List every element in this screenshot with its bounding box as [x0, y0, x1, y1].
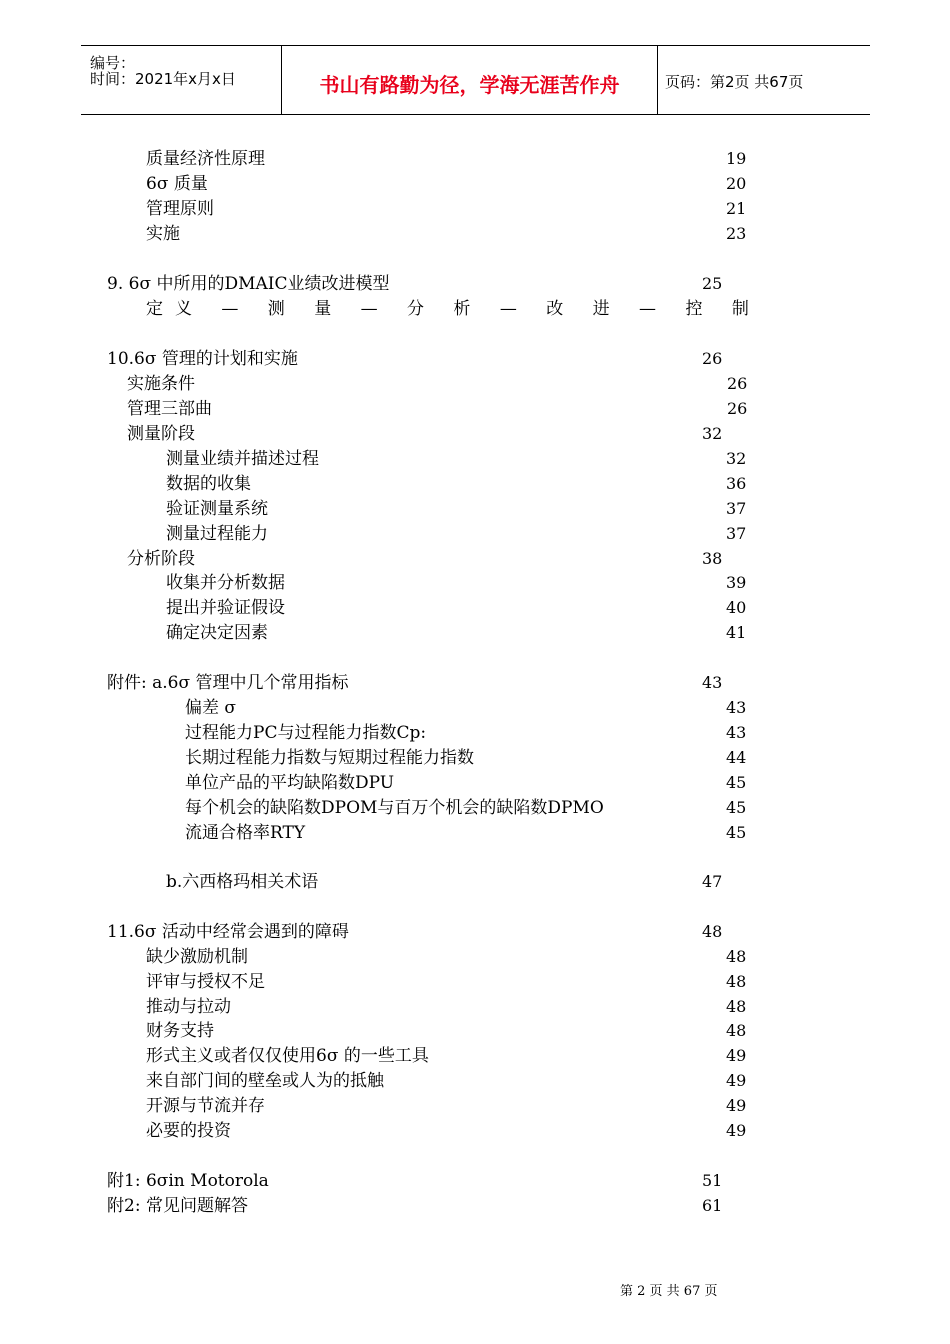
toc-page: 26 [727, 374, 748, 393]
toc-page: 25 [702, 274, 723, 293]
page-code: 页码：第2页 共67页 [665, 73, 804, 91]
toc-title: 偏差 σ [185, 698, 237, 718]
page-header [81, 45, 870, 115]
toc-page: 61 [702, 1196, 723, 1215]
toc-page: 45 [726, 773, 747, 792]
toc-title: 提出并验证假设 [166, 598, 285, 618]
toc-page: 40 [726, 598, 747, 617]
toc-page: 23 [726, 224, 747, 243]
toc-title: 测量过程能力 [166, 524, 268, 544]
toc-page: 26 [727, 399, 748, 418]
toc-page: 44 [726, 748, 747, 767]
toc-title: 验证测量系统 [166, 499, 268, 519]
toc-page: 39 [726, 573, 747, 592]
toc-title: 长期过程能力指数与短期过程能力指数 [185, 748, 474, 768]
toc-page: 21 [726, 199, 747, 218]
toc-title: 开源与节流并存 [146, 1096, 265, 1116]
toc-page: 43 [702, 673, 723, 692]
toc-page: 49 [726, 1071, 747, 1090]
toc-title: 单位产品的平均缺陷数DPU [185, 773, 395, 793]
toc-title: 流通合格率RTY [185, 823, 306, 843]
toc-title: 收集并分析数据 [166, 573, 285, 593]
toc-page: 37 [726, 524, 747, 543]
toc-page: 48 [726, 972, 747, 991]
header-left-cell [81, 46, 280, 114]
toc-title: 形式主义或者仅仅使用6σ 的一些工具 [146, 1046, 429, 1066]
toc-title: 测量阶段 [127, 424, 195, 444]
toc-page: 20 [726, 174, 747, 193]
toc-page: 48 [726, 997, 747, 1016]
toc-page: 43 [726, 723, 747, 742]
toc-page: 32 [726, 449, 747, 468]
toc-page: 26 [702, 349, 723, 368]
toc-title: 缺少激励机制 [146, 947, 248, 967]
toc-title: 11.6σ 活动中经常会遇到的障碍 [107, 922, 349, 942]
page-footer: 第 2 页 共 67 页 [620, 1284, 718, 1299]
toc-title: 9. 6σ 中所用的DMAIC业绩改进模型 [107, 274, 390, 294]
toc-title: 10.6σ 管理的计划和实施 [107, 349, 298, 369]
toc-title: 6σ 质量 [146, 174, 208, 194]
toc-title: 附件: a.6σ 管理中几个常用指标 [107, 673, 349, 693]
toc-title: 实施 [146, 224, 180, 244]
toc-page: 43 [726, 698, 747, 717]
toc-page: 45 [726, 823, 747, 842]
toc-page: 32 [702, 424, 723, 443]
toc-title: 来自部门间的壁垒或人为的抵触 [146, 1071, 384, 1091]
toc-page: 45 [726, 798, 747, 817]
toc-page: 38 [702, 549, 723, 568]
toc-title: 实施条件 [127, 374, 195, 394]
toc-page: 48 [702, 922, 723, 941]
time-label: 时间：2021年x月x日 [90, 70, 236, 88]
toc-page: 47 [702, 872, 723, 891]
toc-title: 附2: 常见问题解答 [107, 1196, 248, 1216]
toc-title: 必要的投资 [146, 1121, 231, 1141]
toc-page: 36 [726, 474, 747, 493]
toc-title: 分析阶段 [127, 549, 195, 569]
toc-title: 每个机会的缺陷数DPOM与百万个机会的缺陷数DPMO [185, 798, 604, 818]
toc-title: 过程能力PC与过程能力指数Cp: [185, 723, 427, 743]
toc-title: 管理三部曲 [127, 399, 212, 419]
toc-page: 51 [702, 1171, 723, 1190]
toc-title: 确定决定因素 [166, 623, 268, 643]
toc-page: 49 [726, 1121, 747, 1140]
toc-title: 测量业绩并描述过程 [166, 449, 319, 469]
header-right-cell [657, 46, 870, 114]
toc-title: 质量经济性原理 [146, 149, 265, 169]
toc-title: 评审与授权不足 [146, 972, 265, 992]
toc-title: 推动与拉动 [146, 997, 231, 1017]
header-motto-cell [281, 46, 658, 114]
toc-title: 定义 — 测 量 — 分 析 — 改 进 — 控 制 [146, 299, 761, 319]
toc-page: 37 [726, 499, 747, 518]
toc-title: 财务支持 [146, 1021, 214, 1041]
number-label: 编号： [90, 54, 136, 72]
toc-page: 48 [726, 1021, 747, 1040]
toc-title: 管理原则 [146, 199, 214, 219]
toc-page: 48 [726, 947, 747, 966]
toc-page: 41 [726, 623, 747, 642]
motto: 书山有路勤为径，学海无涯苦作舟 [319, 73, 620, 97]
toc-title: 数据的收集 [166, 474, 251, 494]
toc-page: 49 [726, 1046, 747, 1065]
toc-page: 49 [726, 1096, 747, 1115]
toc-title: b.六西格玛相关术语 [166, 872, 319, 892]
toc-title: 附1: 6σin Motorola [107, 1171, 269, 1191]
toc-page: 19 [726, 149, 747, 168]
